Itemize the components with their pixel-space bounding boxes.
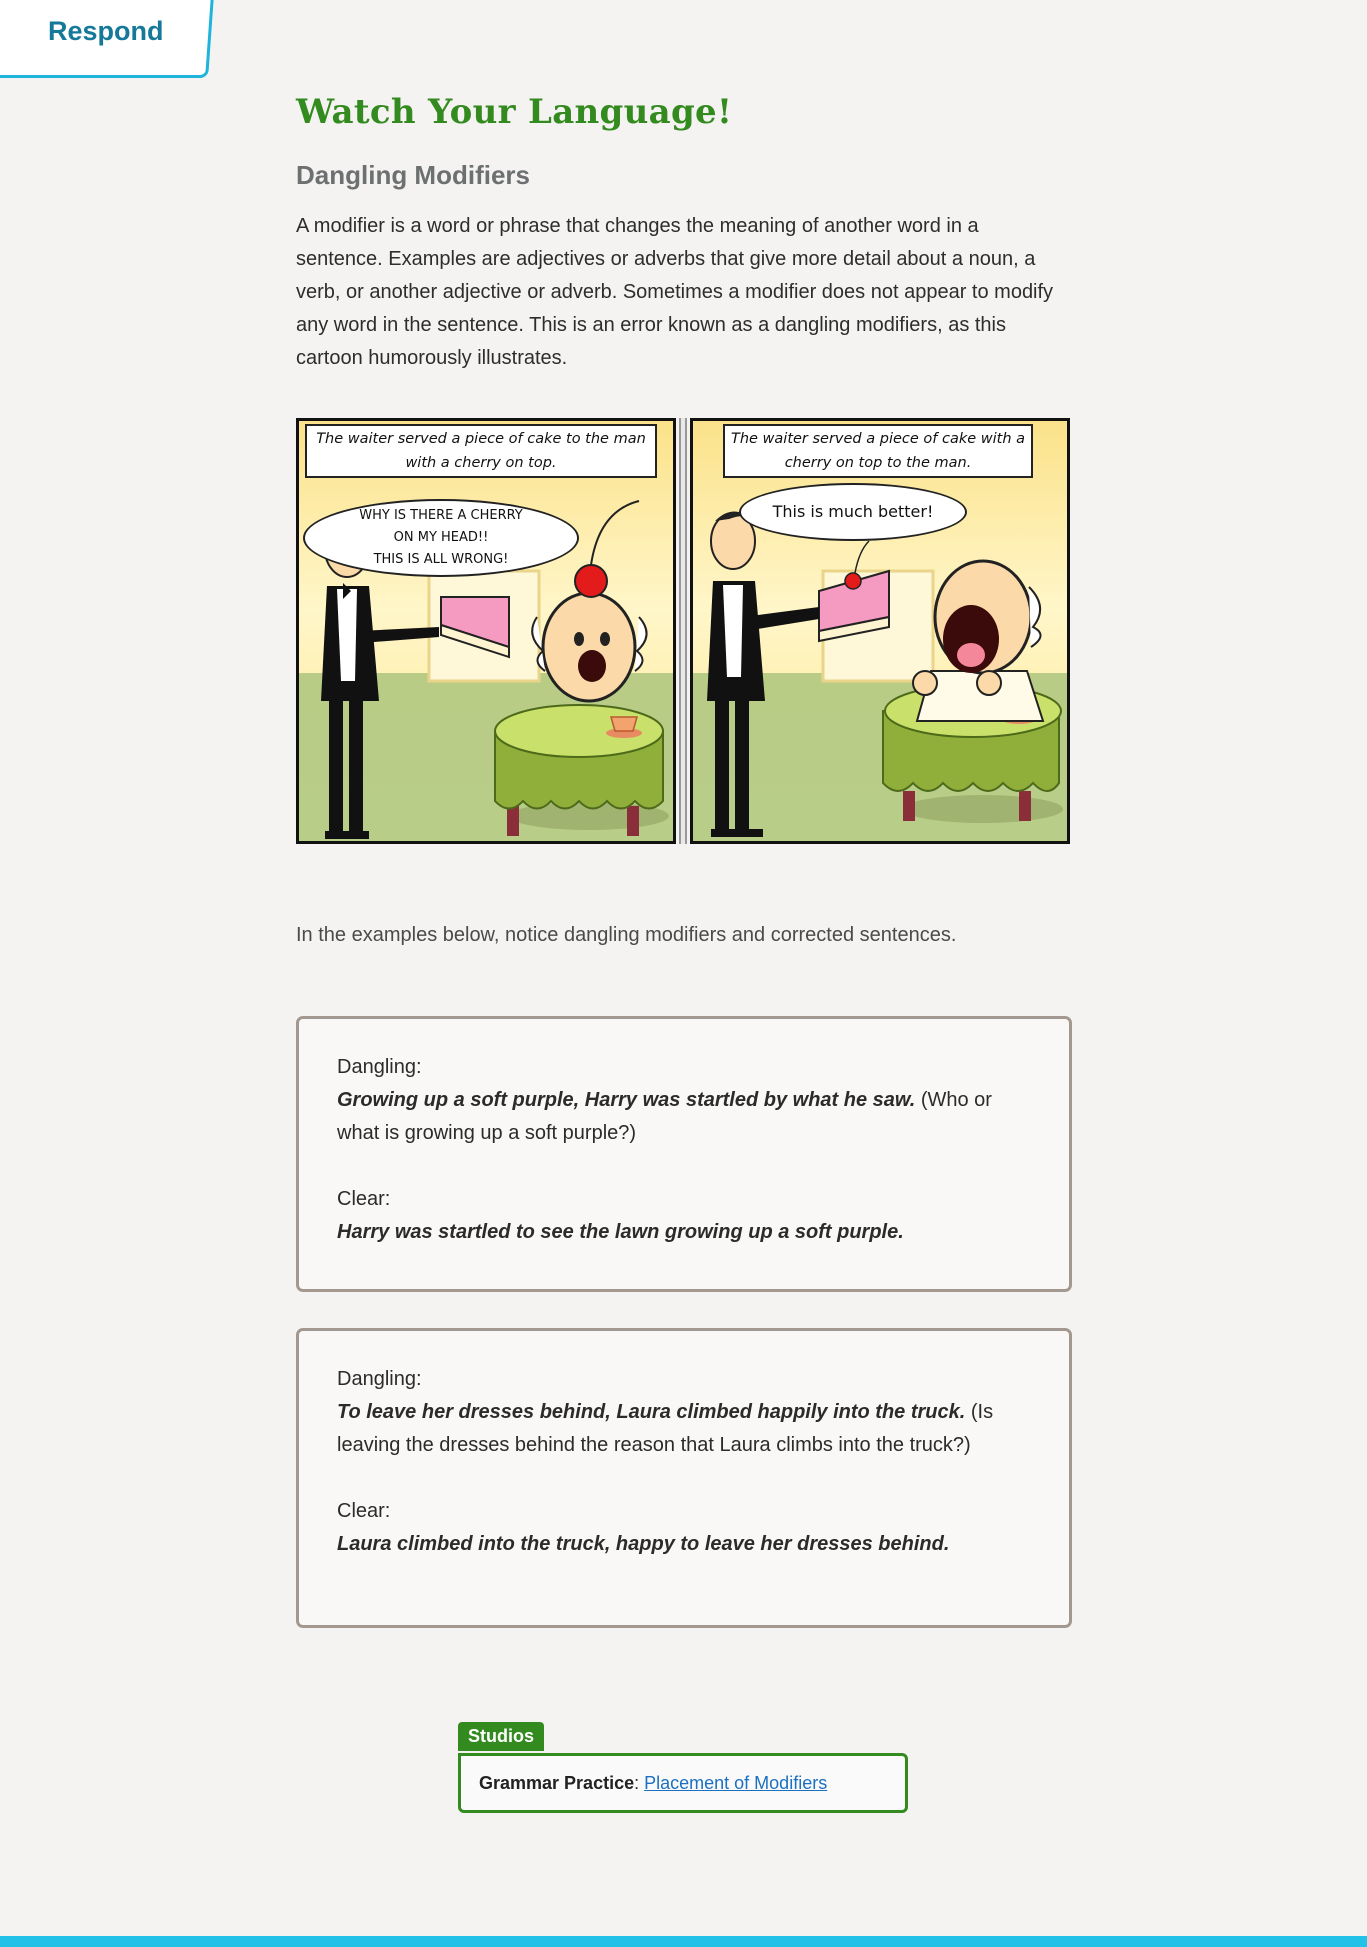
example-card-1 [296, 1016, 1072, 1292]
speech-bubble-left-line1: WHY IS THERE A CHERRY [359, 508, 523, 523]
page-title: Watch Your Language! [296, 92, 733, 132]
intro-paragraph: A modifier is a word or phrase that changes the meaning of another word in a sentence. Examples are adjectives or adverbs that give more detail about a noun, a verb, or another adjective or adverb. Sometimes a modifier does not appear to modify any word in the sentence. This is an error known as a dangling modifiers, as this cartoon humorously illustrates. [296, 215, 1054, 369]
section-heading: Dangling Modifiers [296, 160, 530, 190]
clear-sentence: Laura climbed into the truck, happy to leave her dresses behind. [337, 1533, 950, 1555]
waiter-scene-illustration [299, 421, 673, 841]
clear-label: Clear: [337, 1500, 391, 1522]
speech-bubble-left-line2: ON MY HEAD!! [393, 530, 489, 545]
studios-label: Grammar Practice [479, 1772, 635, 1793]
examples-lead-line: In the examples below, notice dangling modifiers and corrected sentences. [296, 924, 957, 946]
example-card-2 [296, 1328, 1072, 1628]
dangling-sentence: To leave her dresses behind, Laura climbed happily into the truck. [337, 1401, 966, 1423]
comic-panel-left [296, 418, 676, 844]
comic-caption-right: The waiter served a piece of cake with a cherry on top to the man. [723, 424, 1033, 478]
studios-separator: : [634, 1772, 640, 1793]
clear-sentence: Harry was startled to see the lawn growing up a soft purple. [337, 1221, 904, 1243]
dangling-example [337, 1396, 1031, 1462]
bottom-accent-bar [0, 1936, 1367, 1947]
dangling-label: Dangling: [337, 1368, 422, 1390]
studios-box [458, 1753, 908, 1813]
dangling-label: Dangling: [337, 1056, 422, 1078]
respond-tab-label[interactable]: Respond [48, 16, 164, 46]
studios-tag: Studios [458, 1722, 544, 1751]
comic-strip [296, 418, 1074, 850]
speech-bubble-left [303, 499, 579, 577]
dangling-example [337, 1084, 1031, 1150]
comic-panel-right [690, 418, 1070, 844]
clear-label: Clear: [337, 1188, 391, 1210]
comic-caption-left: The waiter served a piece of cake to the man with a cherry on top. [305, 424, 657, 478]
speech-bubble-left-line3: THIS IS ALL WRONG! [373, 552, 509, 567]
comic-panel-divider [679, 418, 687, 844]
dangling-note: (Who or what is growing up a soft purple?) [337, 1089, 992, 1144]
dangling-note: (Is leaving the dresses behind the reason that Laura climbs into the truck?) [337, 1401, 994, 1456]
dangling-sentence: Growing up a soft purple, Harry was startled by what he saw. [337, 1089, 916, 1111]
speech-bubble-right: This is much better! [739, 483, 967, 541]
placement-of-modifiers-link[interactable]: Placement of Modifiers [644, 1772, 828, 1793]
